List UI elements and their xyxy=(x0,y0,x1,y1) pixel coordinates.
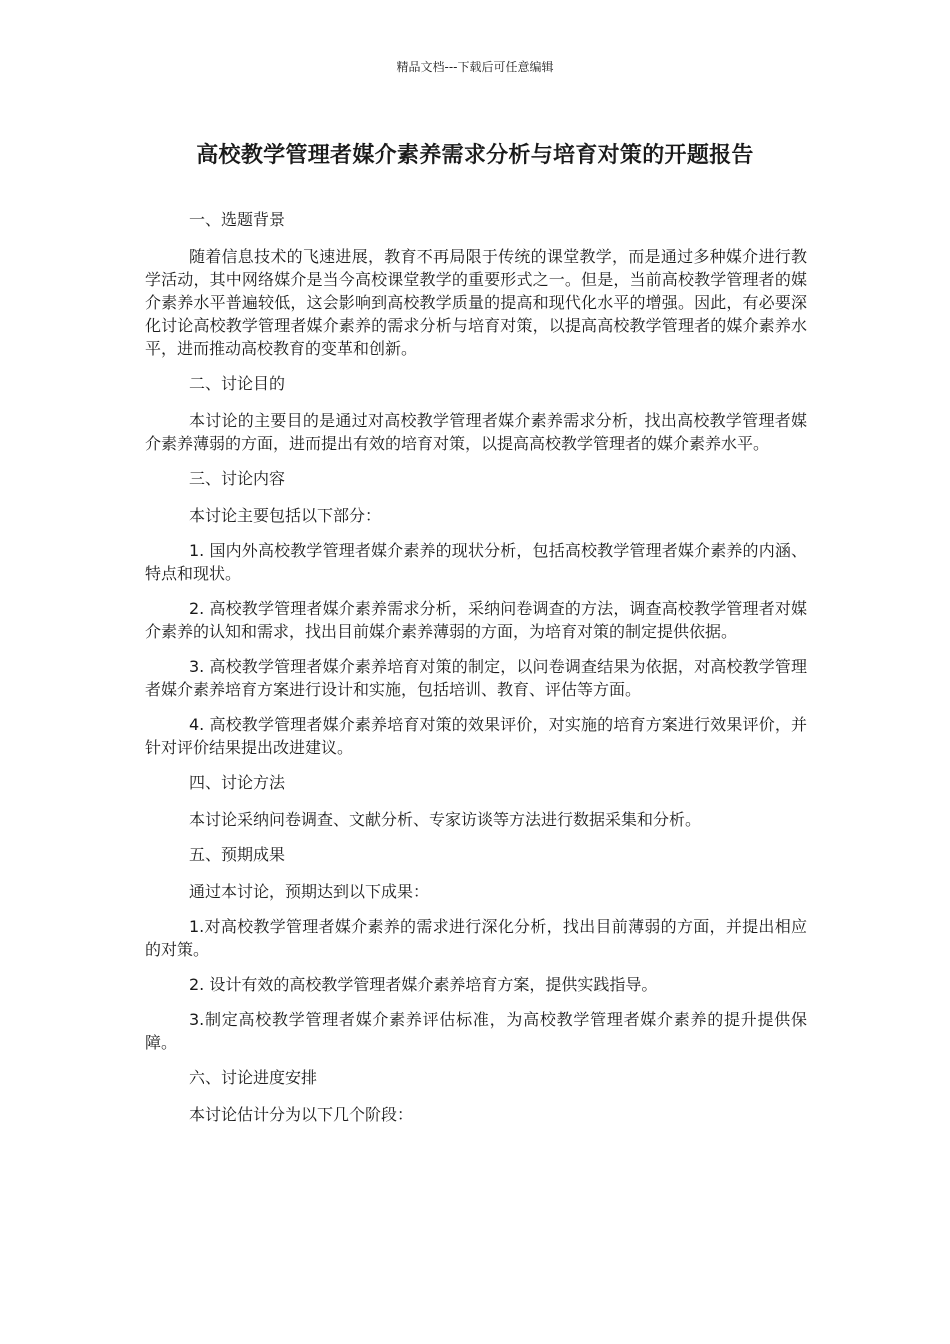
list-item-outcome-1: 1.对高校教学管理者媒介素养的需求进行深化分析，找出目前薄弱的方面，并提出相应的对策。 xyxy=(145,917,807,959)
paragraph-background: 随着信息技术的飞速进展，教育不再局限于传统的课堂教学，而是通过多种媒介进行教学活动，其中网络媒介是当今高校课堂教学的重要形式之一。但是，当前高校教学管理者的媒介素养水平普遍较低，这会影响到高校教学质量的提高和现代化水平的增强。因此，有必要深化讨论高校教学管理者媒介素养的需求分析与培育对策，以提高高校教学管理者的媒介素养水平，进而推动高校教育的变革和创新。 xyxy=(145,247,807,358)
document-title: 高校教学管理者媒介素养需求分析与培育对策的开题报告 xyxy=(196,143,754,168)
section-heading-schedule: 六、讨论进度安排 xyxy=(189,1068,318,1087)
list-item-content-3: 3. 高校教学管理者媒介素养培育对策的制定，以问卷调查结果为依据，对高校教学管理者媒介素养培育方案进行设计和实施，包括培训、教育、评估等方面。 xyxy=(145,657,807,699)
list-item-content-1: 1. 国内外高校教学管理者媒介素养的现状分析，包括高校教学管理者媒介素养的内涵、特点和现状。 xyxy=(145,541,807,583)
document-body xyxy=(145,208,807,1138)
section-heading-purpose: 二、讨论目的 xyxy=(189,374,286,393)
section-heading-outcomes: 五、预期成果 xyxy=(189,845,286,864)
list-item-content-4: 4. 高校教学管理者媒介素养培育对策的效果评价，对实施的培育方案进行效果评价，并针对评价结果提出改进建议。 xyxy=(145,715,807,757)
list-item-content-2: 2. 高校教学管理者媒介素养需求分析，采纳问卷调查的方法，调查高校教学管理者对媒介素养的认知和需求，找出目前媒介素养薄弱的方面，为培育对策的制定提供依据。 xyxy=(145,599,807,641)
paragraph-content-intro: 本讨论主要包括以下部分： xyxy=(189,506,382,525)
list-item-outcome-2: 2. 设计有效的高校教学管理者媒介素养培育方案，提供实践指导。 xyxy=(189,975,658,994)
section-heading-background: 一、选题背景 xyxy=(189,210,286,229)
paragraph-method: 本讨论采纳问卷调查、文献分析、专家访谈等方法进行数据采集和分析。 xyxy=(189,810,702,829)
header-note: 精品文档---下载后可任意编辑 xyxy=(396,60,554,74)
paragraph-outcomes-intro: 通过本讨论，预期达到以下成果： xyxy=(189,882,430,901)
section-heading-content: 三、讨论内容 xyxy=(189,469,286,488)
list-item-outcome-3: 3.制定高校教学管理者媒介素养评估标准，为高校教学管理者媒介素养的提升提供保障。 xyxy=(145,1010,807,1052)
section-heading-method: 四、讨论方法 xyxy=(189,773,286,792)
paragraph-purpose: 本讨论的主要目的是通过对高校教学管理者媒介素养需求分析，找出高校教学管理者媒介素养薄弱的方面，进而提出有效的培育对策，以提高高校教学管理者的媒介素养水平。 xyxy=(145,411,807,453)
paragraph-schedule-intro: 本讨论估计分为以下几个阶段： xyxy=(189,1105,414,1124)
